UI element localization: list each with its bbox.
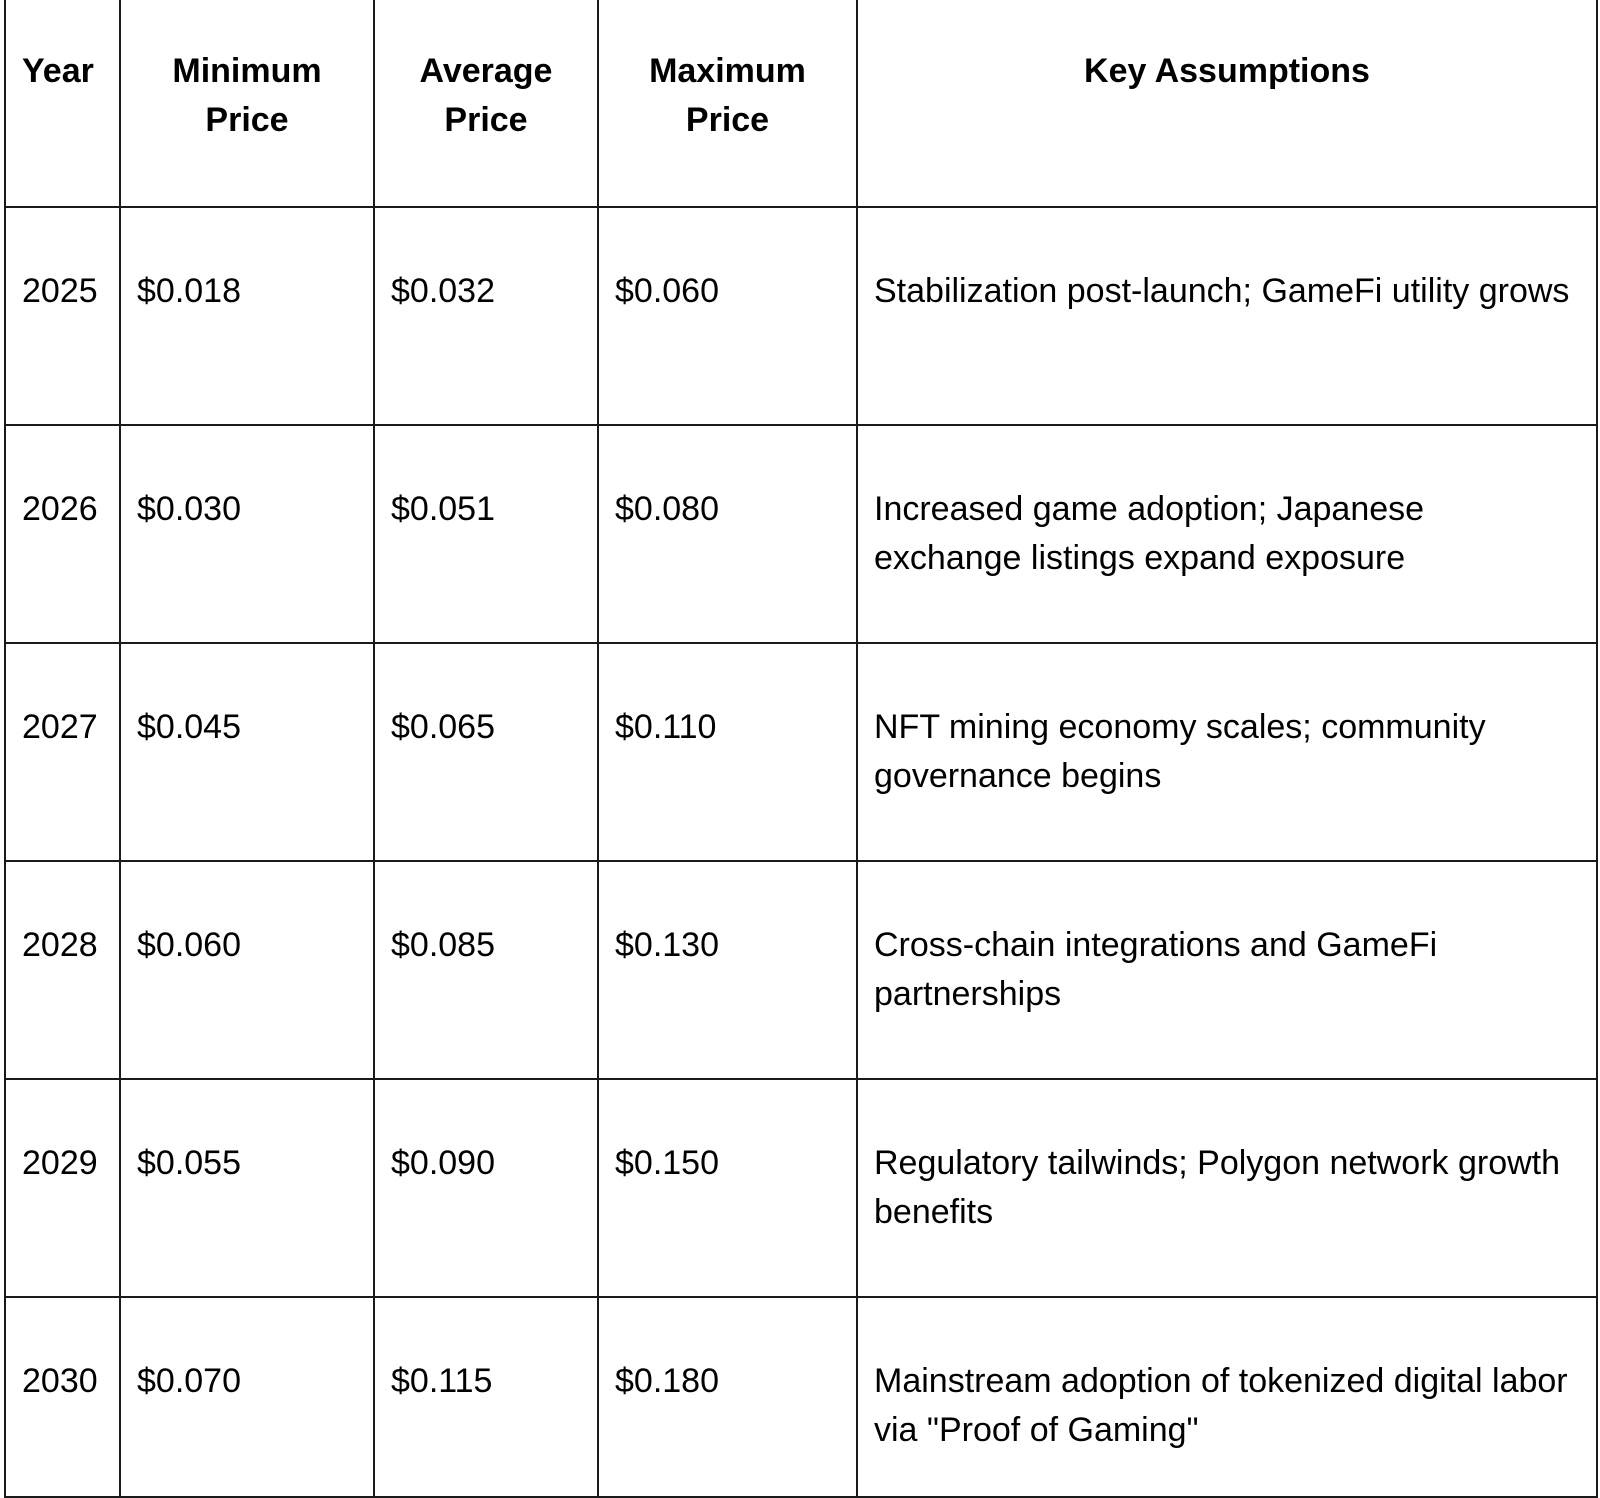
cell-minimum-price: $0.055 bbox=[120, 1079, 374, 1297]
cell-key-assumptions: NFT mining economy scales; community governance begins bbox=[857, 643, 1597, 861]
cell-minimum-price: $0.045 bbox=[120, 643, 374, 861]
table-row bbox=[5, 861, 1597, 1079]
header-minimum-price: Minimum Price bbox=[120, 0, 374, 207]
cell-key-assumptions: Stabilization post-launch; GameFi utility grows bbox=[857, 207, 1597, 425]
price-forecast-table bbox=[4, 0, 1598, 1498]
cell-year: 2030 bbox=[5, 1297, 120, 1497]
cell-maximum-price: $0.110 bbox=[598, 643, 857, 861]
cell-year: 2026 bbox=[5, 425, 120, 643]
cell-key-assumptions: Mainstream adoption of tokenized digital labor via "Proof of Gaming" bbox=[857, 1297, 1597, 1497]
cell-minimum-price: $0.018 bbox=[120, 207, 374, 425]
header-average-price: Average Price bbox=[374, 0, 598, 207]
cell-minimum-price: $0.060 bbox=[120, 861, 374, 1079]
table-header-row bbox=[5, 0, 1597, 207]
cell-key-assumptions: Cross-chain integrations and GameFi partnerships bbox=[857, 861, 1597, 1079]
table-row bbox=[5, 425, 1597, 643]
cell-maximum-price: $0.060 bbox=[598, 207, 857, 425]
cell-average-price: $0.051 bbox=[374, 425, 598, 643]
cell-average-price: $0.085 bbox=[374, 861, 598, 1079]
header-maximum-price: Maximum Price bbox=[598, 0, 857, 207]
cell-maximum-price: $0.150 bbox=[598, 1079, 857, 1297]
table-row bbox=[5, 1079, 1597, 1297]
cell-average-price: $0.032 bbox=[374, 207, 598, 425]
cell-year: 2028 bbox=[5, 861, 120, 1079]
cell-key-assumptions: Regulatory tailwinds; Polygon network growth benefits bbox=[857, 1079, 1597, 1297]
cell-average-price: $0.090 bbox=[374, 1079, 598, 1297]
cell-average-price: $0.065 bbox=[374, 643, 598, 861]
header-year: Year bbox=[5, 0, 120, 207]
cell-average-price: $0.115 bbox=[374, 1297, 598, 1497]
cell-minimum-price: $0.030 bbox=[120, 425, 374, 643]
table-row bbox=[5, 207, 1597, 425]
header-key-assumptions: Key Assumptions bbox=[857, 0, 1597, 207]
cell-maximum-price: $0.080 bbox=[598, 425, 857, 643]
cell-year: 2029 bbox=[5, 1079, 120, 1297]
table-row bbox=[5, 1297, 1597, 1497]
cell-year: 2027 bbox=[5, 643, 120, 861]
cell-minimum-price: $0.070 bbox=[120, 1297, 374, 1497]
cell-key-assumptions: Increased game adoption; Japanese exchange listings expand exposure bbox=[857, 425, 1597, 643]
table-row bbox=[5, 643, 1597, 861]
cell-maximum-price: $0.130 bbox=[598, 861, 857, 1079]
cell-maximum-price: $0.180 bbox=[598, 1297, 857, 1497]
cell-year: 2025 bbox=[5, 207, 120, 425]
